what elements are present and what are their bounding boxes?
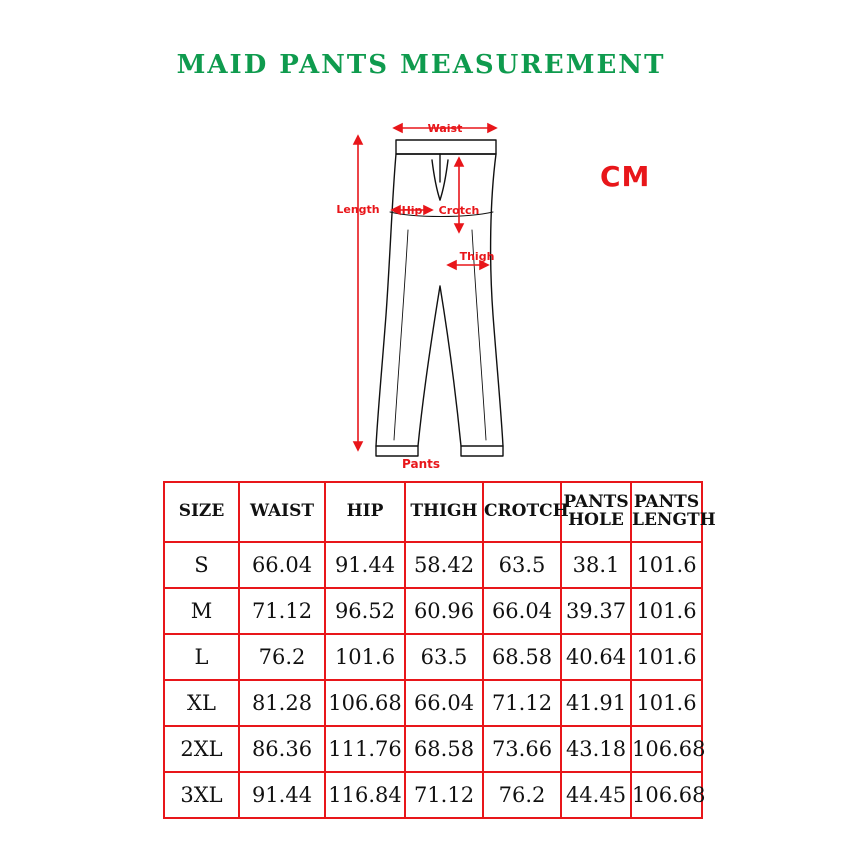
diagram-caption: Pants: [402, 457, 440, 471]
table-row: [164, 634, 702, 680]
cell-pants-length: 101.6: [631, 634, 702, 680]
cell-waist: 71.12: [239, 588, 325, 634]
cell-waist: 86.36: [239, 726, 325, 772]
table-row: [164, 772, 702, 818]
cell-thigh: 60.96: [405, 588, 483, 634]
cell-thigh: 58.42: [405, 542, 483, 588]
header-pants-hole: [561, 482, 631, 542]
cell-thigh: 68.58: [405, 726, 483, 772]
header-pants-hole-line1: PANTS: [563, 492, 629, 513]
cell-pants-length: 106.68: [631, 726, 702, 772]
cell-thigh: 66.04: [405, 680, 483, 726]
page-title: MAID PANTS MEASUREMENT: [176, 50, 666, 80]
cell-crotch: 73.66: [483, 726, 561, 772]
header-pants-length-line2: LENGTH: [632, 510, 716, 530]
table-row: [164, 726, 702, 772]
cell-hip: 96.52: [325, 588, 405, 634]
cell-thigh: 71.12: [405, 772, 483, 818]
header-thigh: THIGH: [405, 482, 483, 542]
size-table: [163, 481, 716, 819]
label-crotch: Crotch: [438, 204, 480, 217]
table-row: [164, 588, 702, 634]
cell-crotch: 76.2: [483, 772, 561, 818]
cell-size: M: [164, 588, 239, 634]
cell-pants-length: 101.6: [631, 588, 702, 634]
cell-hip: 106.68: [325, 680, 405, 726]
label-hip: Hip: [401, 204, 423, 217]
cell-pants-hole: 44.45: [561, 772, 631, 818]
table-row: [164, 680, 702, 726]
cell-pants-hole: 43.18: [561, 726, 631, 772]
table-header-row: [164, 482, 702, 542]
cell-hip: 101.6: [325, 634, 405, 680]
header-pants-hole-line2: HOLE: [568, 510, 624, 530]
cell-pants-hole: 39.37: [561, 588, 631, 634]
pants-measurement-diagram: [320, 110, 580, 480]
cell-waist: 76.2: [239, 634, 325, 680]
cell-pants-hole: 38.1: [561, 542, 631, 588]
cell-size: 2XL: [164, 726, 239, 772]
cell-pants-length: 101.6: [631, 680, 702, 726]
cell-size: L: [164, 634, 239, 680]
cell-hip: 116.84: [325, 772, 405, 818]
cell-size: S: [164, 542, 239, 588]
cell-pants-length: 106.68: [631, 772, 702, 818]
cell-size: 3XL: [164, 772, 239, 818]
cell-crotch: 68.58: [483, 634, 561, 680]
cell-waist: 91.44: [239, 772, 325, 818]
cell-pants-hole: 41.91: [561, 680, 631, 726]
header-waist: WAIST: [239, 482, 325, 542]
cell-hip: 111.76: [325, 726, 405, 772]
unit-label: CM: [600, 160, 651, 193]
header-pants-length-line1: PANTS: [633, 492, 700, 513]
header-pants-length: [631, 482, 716, 542]
cell-crotch: 66.04: [483, 588, 561, 634]
cell-crotch: 71.12: [483, 680, 561, 726]
table-row: [164, 542, 702, 588]
cell-crotch: 63.5: [483, 542, 561, 588]
label-waist: Waist: [427, 122, 463, 135]
cell-thigh: 63.5: [405, 634, 483, 680]
header-crotch: CROTCH: [483, 482, 561, 542]
cell-pants-length: 101.6: [631, 542, 702, 588]
header-hip: HIP: [325, 482, 405, 542]
cell-waist: 81.28: [239, 680, 325, 726]
cell-size: XL: [164, 680, 239, 726]
cell-pants-hole: 40.64: [561, 634, 631, 680]
label-thigh: Thigh: [459, 250, 495, 263]
label-length: Length: [336, 203, 380, 216]
cell-waist: 66.04: [239, 542, 325, 588]
cell-hip: 91.44: [325, 542, 405, 588]
header-size: SIZE: [164, 482, 239, 542]
